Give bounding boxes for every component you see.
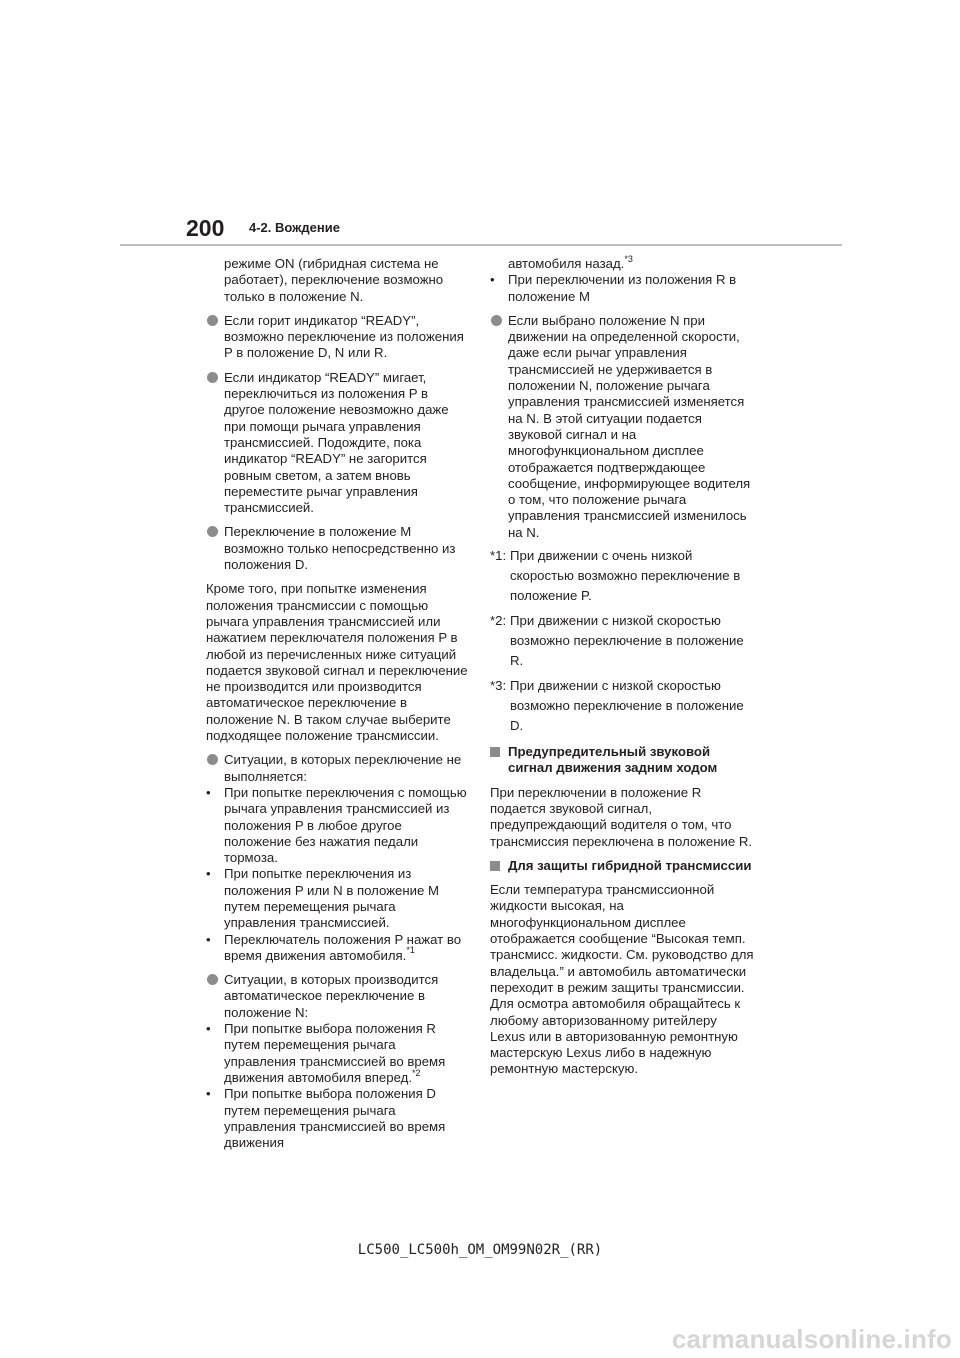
bullet-dot-icon <box>207 372 218 383</box>
footnote-1: *1: При движении с очень низкой скоростью возможно переключение в положение P. <box>490 548 741 604</box>
bullet-dot-icon <box>491 315 502 326</box>
continued-text: режиме ON (гибридная система не работает), переключение возможно только в положение N. <box>224 256 444 304</box>
bullet-dot-icon <box>207 974 218 985</box>
sub-item: • При переключении из положения R в положение M <box>490 272 737 304</box>
body-paragraph: Кроме того, при попытке изменения положения трансмиссии с помощью рычага управления трансмиссией или нажатием переключателя положения P в любой из перечисленных ниже ситуаций подается звуковой сигнал и переключение не производится или производится автоматическое переключение в положение N. В таком случае выберите подходящее положение трансмиссии. <box>206 581 468 744</box>
watermark: carmanualsonline.info <box>671 1324 952 1354</box>
bullet-item: Переключение в положение M возможно только непосредственно из положения D. <box>206 524 470 573</box>
sub-item: • При попытке выбора положения D путем перемещения рычага управления трансмиссией во время движения <box>206 1086 446 1151</box>
bullet-item: Ситуации, в которых производится автоматическое переключение в положение N: <box>206 972 470 1021</box>
sub-item: • Переключатель положения P нажат во время движения автомобиля.$^{*1}$ <box>206 931 462 963</box>
square-bullet-icon <box>490 747 500 757</box>
subsection-heading: Предупредительный звуковой сигнал движения задним ходом <box>490 744 754 777</box>
square-bullet-icon <box>490 861 500 871</box>
right-column <box>490 253 754 1078</box>
body-paragraph: Если температура трансмиссионной жидкости высокая, на многофункциональном дисплее отображается сообщение “Высокая темп. трансмисс. жидкости. См. руководство для владельца.” и автомобиль автоматически переходит в режим защиты трансмиссии. Для осмотра автомобиля обращайтесь к любому авторизованному ритейлеру Lexus или в авторизованную ремонтную мастерскую Lexus либо в надежную ремонтную мастерскую. <box>490 882 754 1077</box>
sub-item: • При попытке переключения с помощью рычага управления трансмиссией из положения P в любое другое положение без нажатия педали тормоза. <box>206 784 467 866</box>
footer-code: LC500_LC500h_OM_OM99N02R_(RR) <box>357 1242 603 1258</box>
bullet-dot-icon <box>207 526 218 537</box>
sub-item: • При попытке переключения из положения P или N в положение M путем перемещения рычага управления трансмиссией. <box>206 866 439 931</box>
bullet-item: Если горит индикатор “READY”, возможно переключение из положения P в положение D, N или R. <box>206 313 470 362</box>
bullet-item: Ситуации, в которых переключение не выполняется: <box>206 752 470 785</box>
footnote-3: *3: При движении с низкой скоростью возможно переключение в положение D. <box>490 678 744 734</box>
body-paragraph: При переключении в положение R подается звуковой сигнал, предупреждающий водителя о том, что трансмиссия переключена в положение R. <box>490 784 753 849</box>
header-divider <box>120 244 842 246</box>
left-column <box>206 256 470 1151</box>
subsection-heading: Для защиты гибридной трансмиссии <box>490 858 754 874</box>
bullet-item: Если индикатор “READY” мигает, переключиться из положения P в другое положение невозможно даже при помощи рычага управления трансмиссией. Подождите, пока индикатор “READY” не загорится ровным светом, а затем вновь переместите рычаг управления трансмиссией. <box>206 370 470 517</box>
bullet-dot-icon <box>207 315 218 326</box>
footnote-ref: *1 <box>406 945 415 956</box>
bullet-dot-icon <box>207 754 218 765</box>
footnote-ref: *3 <box>624 253 633 264</box>
footnote-2: *2: При движении с низкой скоростью возможно переключение в положение R. <box>490 613 744 669</box>
bullet-item: Если выбрано положение N при движении на определенной скорости, даже если рычаг управления трансмиссией не удерживается в положении N, положение рычага управления трансмиссией изменяется на N. В этой ситуации подается звуковой сигнал и на многофункциональном дисплее отображается подтверждающее сообщение, информирующее водителя о том, что положение рычага управления трансмиссией изменилось на N. <box>490 313 754 541</box>
footnote-ref: *2 <box>412 1067 421 1078</box>
continued-text: автомобиля назад.$^{*3}$ <box>508 253 633 271</box>
sub-item: • При попытке выбора положения R путем перемещения рычага управления трансмиссией во время движения автомобиля вперед.$^{*2}$ <box>206 1021 446 1085</box>
section-title: 4-2. Вождение <box>249 220 340 235</box>
page-number: 200 <box>186 215 225 241</box>
